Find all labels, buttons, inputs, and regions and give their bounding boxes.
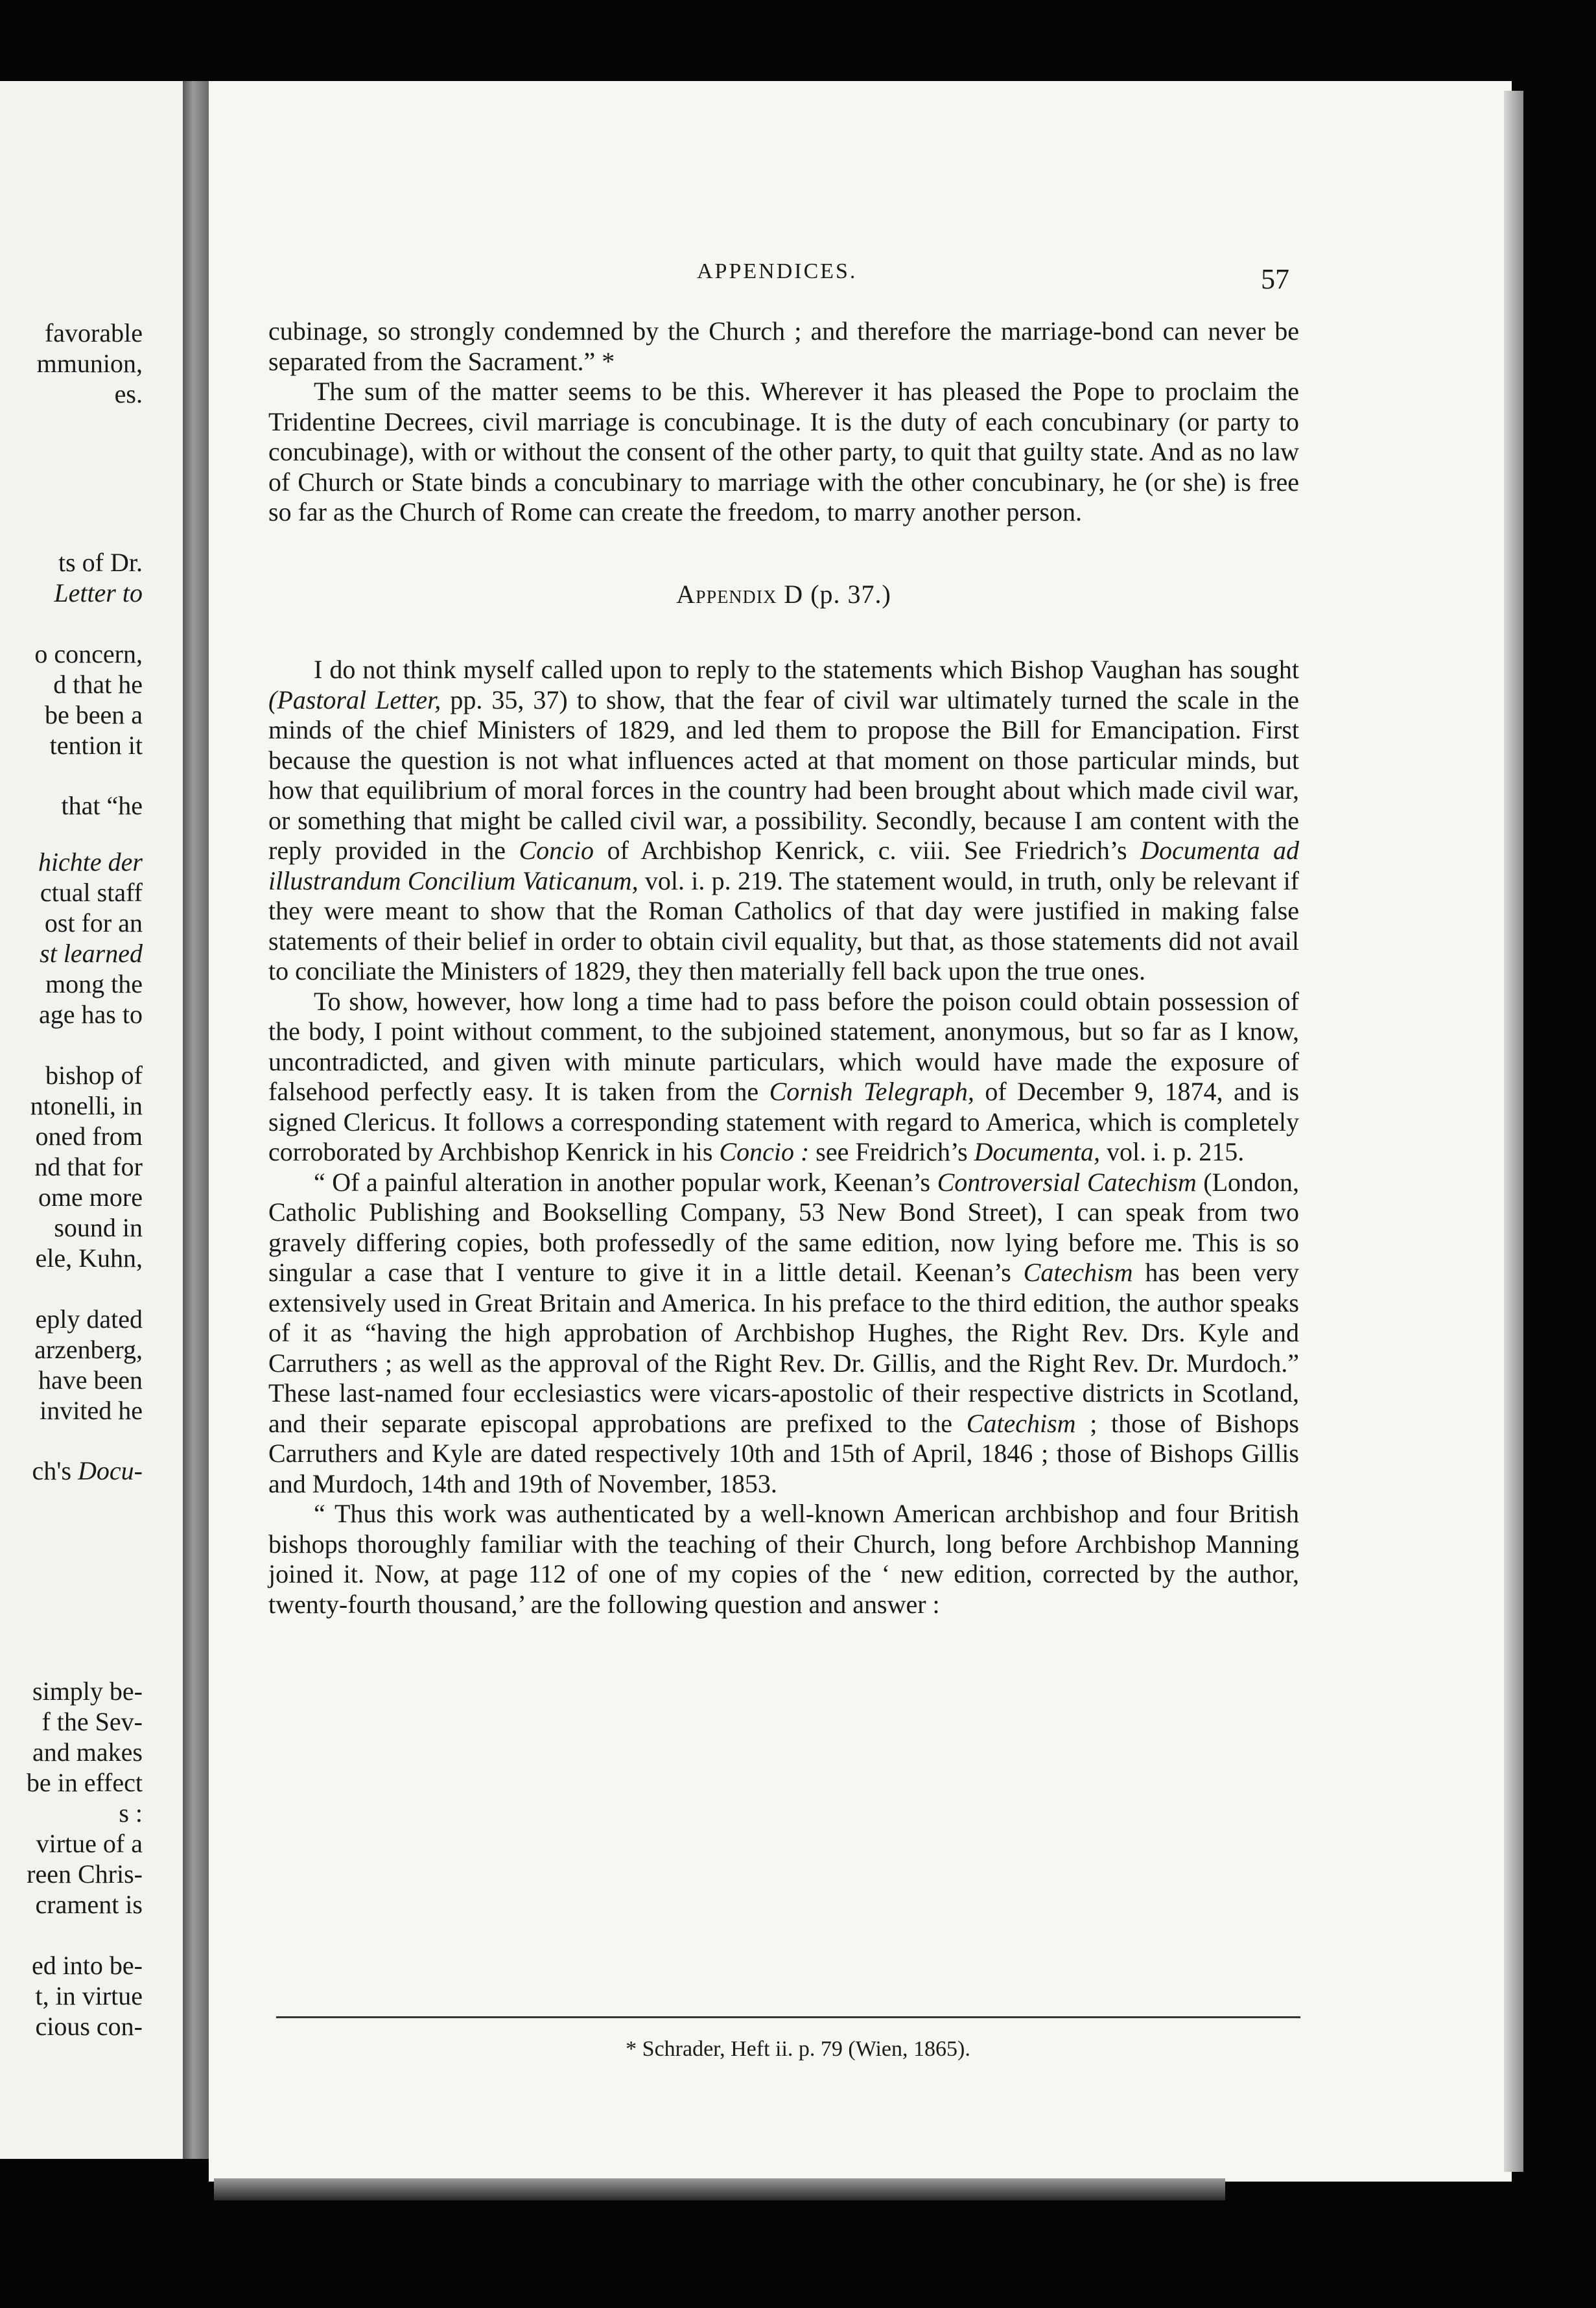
left-page-line: Letter to — [54, 578, 143, 607]
left-page-line: ele, Kuhn, — [35, 1243, 143, 1273]
left-page-line: nd that for — [34, 1152, 143, 1181]
left-page-line: age has to — [39, 1000, 143, 1029]
page-edge — [1504, 91, 1523, 2172]
footnote-rule — [276, 2016, 1300, 2018]
left-page-line: cious con- — [35, 2012, 143, 2041]
left-page-line: d that he — [53, 670, 143, 699]
paragraph: “ Thus this work was authenticated by a well-known American archbishop and four British bishops thoroughly familiar with the teaching of their Church, long before Archbishop Manning joined it. Now, at page 112 of one of my copies of the ‘ new edition, corrected by the author, twenty-fourth thousand,’ are the following question and answer : — [268, 1499, 1299, 1619]
paragraph: To show, however, how long a time had to pass before the poison could obtain possession of the body, I point without comment, to the subjoined statement, anonymous, but so far as I know, uncontradicted, and given with minute particulars, which would have made the exposure of falsehood perfectly easy. It is taken from the Cornish Telegraph, of December 9, 1874, and is signed Clericus. It follows a corresponding statement with regard to America, which is completely corroborated by Archbishop Kenrick in his Concio : see Freidrich’s Documenta, vol. i. p. 215. — [268, 986, 1300, 1166]
left-page-line: oned from — [35, 1122, 143, 1151]
left-page-line: st learned — [40, 939, 143, 968]
page-number: 57 — [1261, 263, 1289, 295]
footnote: * Schrader, Heft ii. p. 79 (Wien, 1865). — [626, 2037, 970, 2061]
left-page-line: eply dated — [35, 1304, 143, 1334]
paragraph: I do not think myself called upon to reply to the statements which Bishop Vaughan has sought (Pastoral Letter, pp. 35, 37) to show, that the fear of civil war ultimately turned the scale in the minds of the chief Ministers of 1829, and led them to propose the Bill for Emancipation. First because the question is not what influences acted at that moment on those particular minds, but how that equilibrium of moral forces in the country had been brought about which made civil war, or something that might be called civil war, a possibility. Secondly, because I am content with the reply provided in the Concio of Archbishop Kenrick, c. viii. See Friedrich’s Documenta ad illustrandum Concilium Vaticanum, vol. i. p. 219. The statement would, in truth, only be relevant if they were meant to show that the Roman Catholics of that day were justified in making false statements of their belief in order to obtain civil equality, but that, as those statements did not avail to conciliate the Ministers of 1829, they then materially fell back upon the true ones. — [268, 655, 1300, 985]
paragraph: cubinage, so strongly condemned by the Church ; and therefore the marriage-bond can never be separated from the Sacrament.” * — [268, 316, 1299, 376]
left-page-line: and makes — [32, 1737, 143, 1767]
paragraph: The sum of the matter seems to be this. Wherever it has pleased the Pope to proclaim the Tridentine Decrees, civil marriage is concubinage. It is the duty of each concubinary (or party to concubinage), with or without the consent of the other party, to quit that guilty state. And as no law of Church or State binds a concubinary to marriage with the other concubinary, he (or she) is free so far as the Church of Rome can create the freedom, to marry another person. — [268, 377, 1299, 526]
left-page-line: ch's Docu- — [32, 1456, 143, 1485]
left-page-line: that “he — [61, 791, 143, 820]
left-page-line: have been — [38, 1365, 143, 1395]
appendix-heading-label: Appendix D — [676, 579, 804, 609]
appendix-heading-ref: (p. 37.) — [810, 579, 891, 609]
left-page-line: mmunion, — [36, 349, 143, 378]
left-page-line: sound in — [54, 1213, 143, 1242]
appendix-heading — [268, 580, 1299, 610]
left-page-fragment — [0, 81, 183, 2159]
left-page-line: favorable — [44, 318, 143, 347]
left-page-line: reen Chris- — [27, 1859, 143, 1889]
left-page-line: hichte der — [38, 847, 143, 877]
left-page-line: t, in virtue — [35, 1981, 143, 2010]
left-page-line: arzenberg, — [34, 1335, 143, 1364]
body-text — [268, 316, 1299, 1619]
left-page-line: es. — [114, 379, 143, 408]
left-page-line: invited he — [40, 1396, 143, 1425]
left-page-line: f the Sev- — [41, 1707, 143, 1736]
paragraphs-before-heading — [268, 316, 1299, 528]
running-header: APPENDICES. — [697, 259, 858, 283]
page-bottom-shadow — [214, 2178, 1225, 2200]
book-gutter — [183, 81, 209, 2159]
paragraph: “ Of a painful alteration in another popular work, Keenan’s Controversial Catechism (London, Catholic Publishing and Bookselling Company, 53 New Bond Street), I can speak from two gravely differing copies, both professedly of the same edition, now lying before me. This is so singular a case that I venture to give it in a little detail. Keenan’s Catechism has been very extensively used in Great Britain and America. In his preface to the third edition, the author speaks of it as “having the high approbation of Archbishop Hughes, the Right Rev. Drs. Kyle and Carruthers ; as well as the approval of the Right Rev. Dr. Gillis, and the Right Rev. Dr. Murdoch.” These last-named four ecclesiastics were vicars-apostolic of their respective districts in Scotland, and their separate episcopal approbations are prefixed to the Catechism ; those of Bishops Carruthers and Kyle are dated respectively 10th and 15th of April, 1846 ; those of Bishops Gillis and Murdoch, 14th and 19th of November, 1853. — [268, 1167, 1299, 1498]
paragraphs-after-heading — [268, 655, 1299, 1619]
left-page-line: simply be- — [32, 1677, 143, 1706]
left-page-line: ctual staff — [40, 878, 143, 907]
left-page-line: ome more — [38, 1183, 143, 1212]
left-page-line: ts of Dr. — [58, 548, 143, 577]
left-page-line: o concern, — [34, 639, 143, 668]
left-page-line: mong the — [45, 969, 143, 998]
left-page-line: virtue of a — [36, 1829, 143, 1858]
left-page-line: ost for an — [44, 908, 143, 937]
left-page-line: s : — [119, 1798, 143, 1828]
left-page-line: bishop of — [45, 1061, 143, 1090]
left-page-line: tention it — [49, 731, 143, 760]
left-page-line: be been a — [44, 700, 143, 729]
left-page-line: be in effect — [26, 1768, 143, 1797]
left-page-line: ed into be- — [31, 1951, 143, 1980]
left-page-line: crament is — [35, 1890, 143, 1919]
left-page-line: ntonelli, in — [30, 1091, 143, 1120]
